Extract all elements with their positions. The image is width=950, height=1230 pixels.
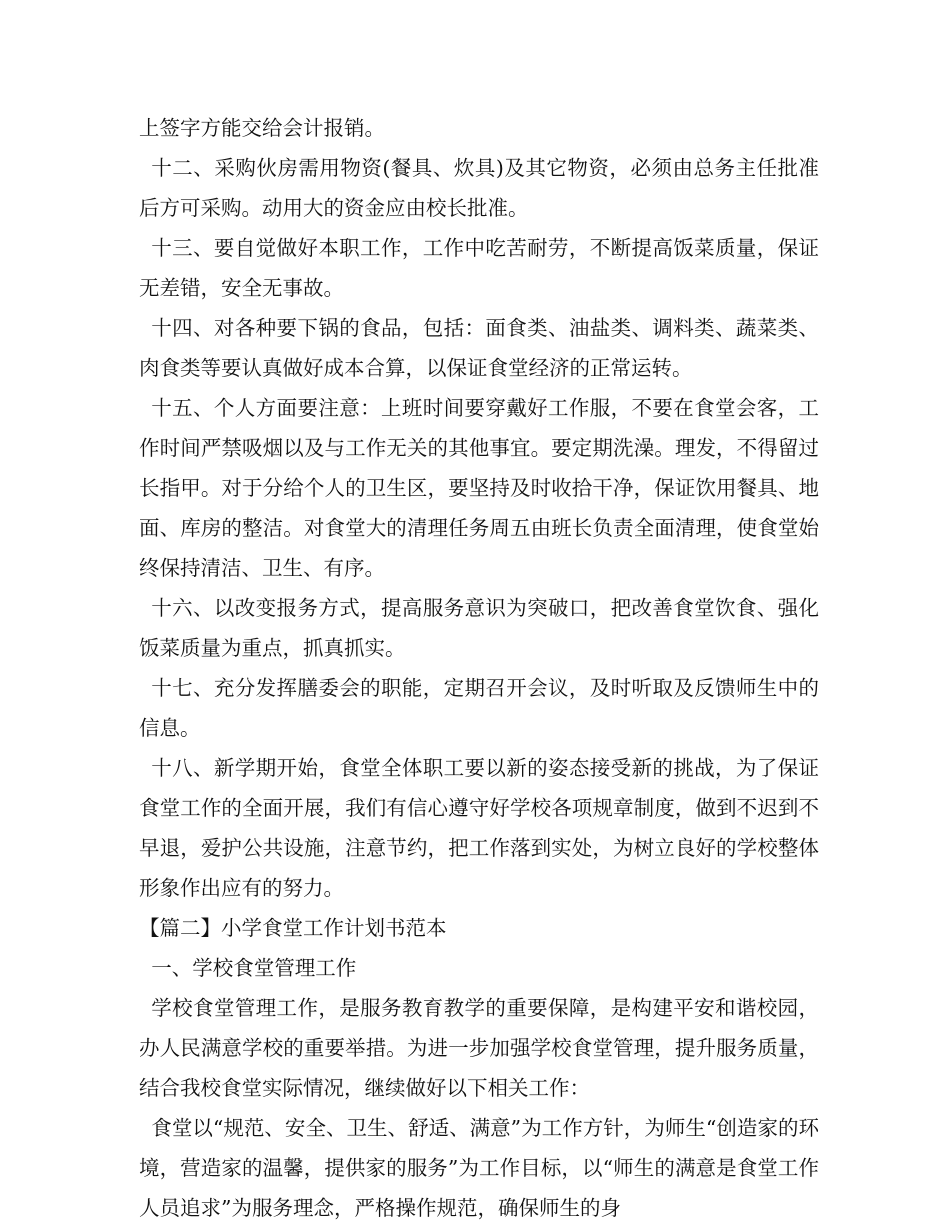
subsection-heading: 一、学校食堂管理工作 (151, 956, 357, 980)
paragraph: 十八、新学期开始，食堂全体职工要以新的姿态接受新的挑战，为了保证食堂工作的全面开展，我们有信心遵守好学校各项规章制度，做到不迟到不早退，爱护公共设施，注意节约，把工作落到实处，为树立良好的学校整体形象作出应有的努力。 (139, 756, 819, 900)
paragraph: 十三、要自觉做好本职工作，工作中吃苦耐劳，不断提高饭菜质量，保证无差错，安全无事故。 (139, 236, 819, 300)
paragraph: 十七、充分发挥膳委会的职能，定期召开会议，及时听取及反馈师生中的信息。 (139, 676, 819, 740)
paragraph: 十五、个人方面要注意：上班时间要穿戴好工作服，不要在食堂会客，工作时间严禁吸烟以及与工作无关的其他事宜。要定期洗澡。理发，不得留过长指甲。对于分给个人的卫生区，要坚持及时收拾干净，保证饮用餐具、地面、库房的整洁。对食堂大的清理任务周五由班长负责全面清理，使食堂始终保持清洁、卫生、有序。 (139, 396, 819, 580)
paragraph: 十二、采购伙房需用物资(餐具、炊具)及其它物资，必须由总务主任批准后方可采购。动用大的资金应由校长批准。 (139, 156, 819, 220)
section-heading: 【篇二】小学食堂工作计划书范本 (139, 916, 447, 940)
paragraph: 学校食堂管理工作，是服务教育教学的重要保障，是构建平安和谐校园，办人民满意学校的重要举措。为进一步加强学校食堂管理，提升服务质量，结合我校食堂实际情况，继续做好以下相关工作： (139, 996, 819, 1100)
paragraph: 十六、以改变报务方式，提高服务意识为突破口，把改善食堂饮食、强化饭菜质量为重点，抓真抓实。 (139, 596, 819, 660)
paragraph: 上签字方能交给会计报销。 (139, 116, 385, 140)
document-body (139, 108, 819, 1228)
paragraph: 食堂以“规范、安全、卫生、舒适、满意”为工作方针，为师生“创造家的环境，营造家的温馨，提供家的服务”为工作目标，以“师生的满意是食堂工作人员追求”为服务理念，严格操作规范，确保师生的身 (139, 1116, 819, 1220)
paragraph: 十四、对各种要下锅的食品，包括：面食类、油盐类、调料类、蔬菜类、肉食类等要认真做好成本合算，以保证食堂经济的正常运转。 (139, 316, 819, 380)
